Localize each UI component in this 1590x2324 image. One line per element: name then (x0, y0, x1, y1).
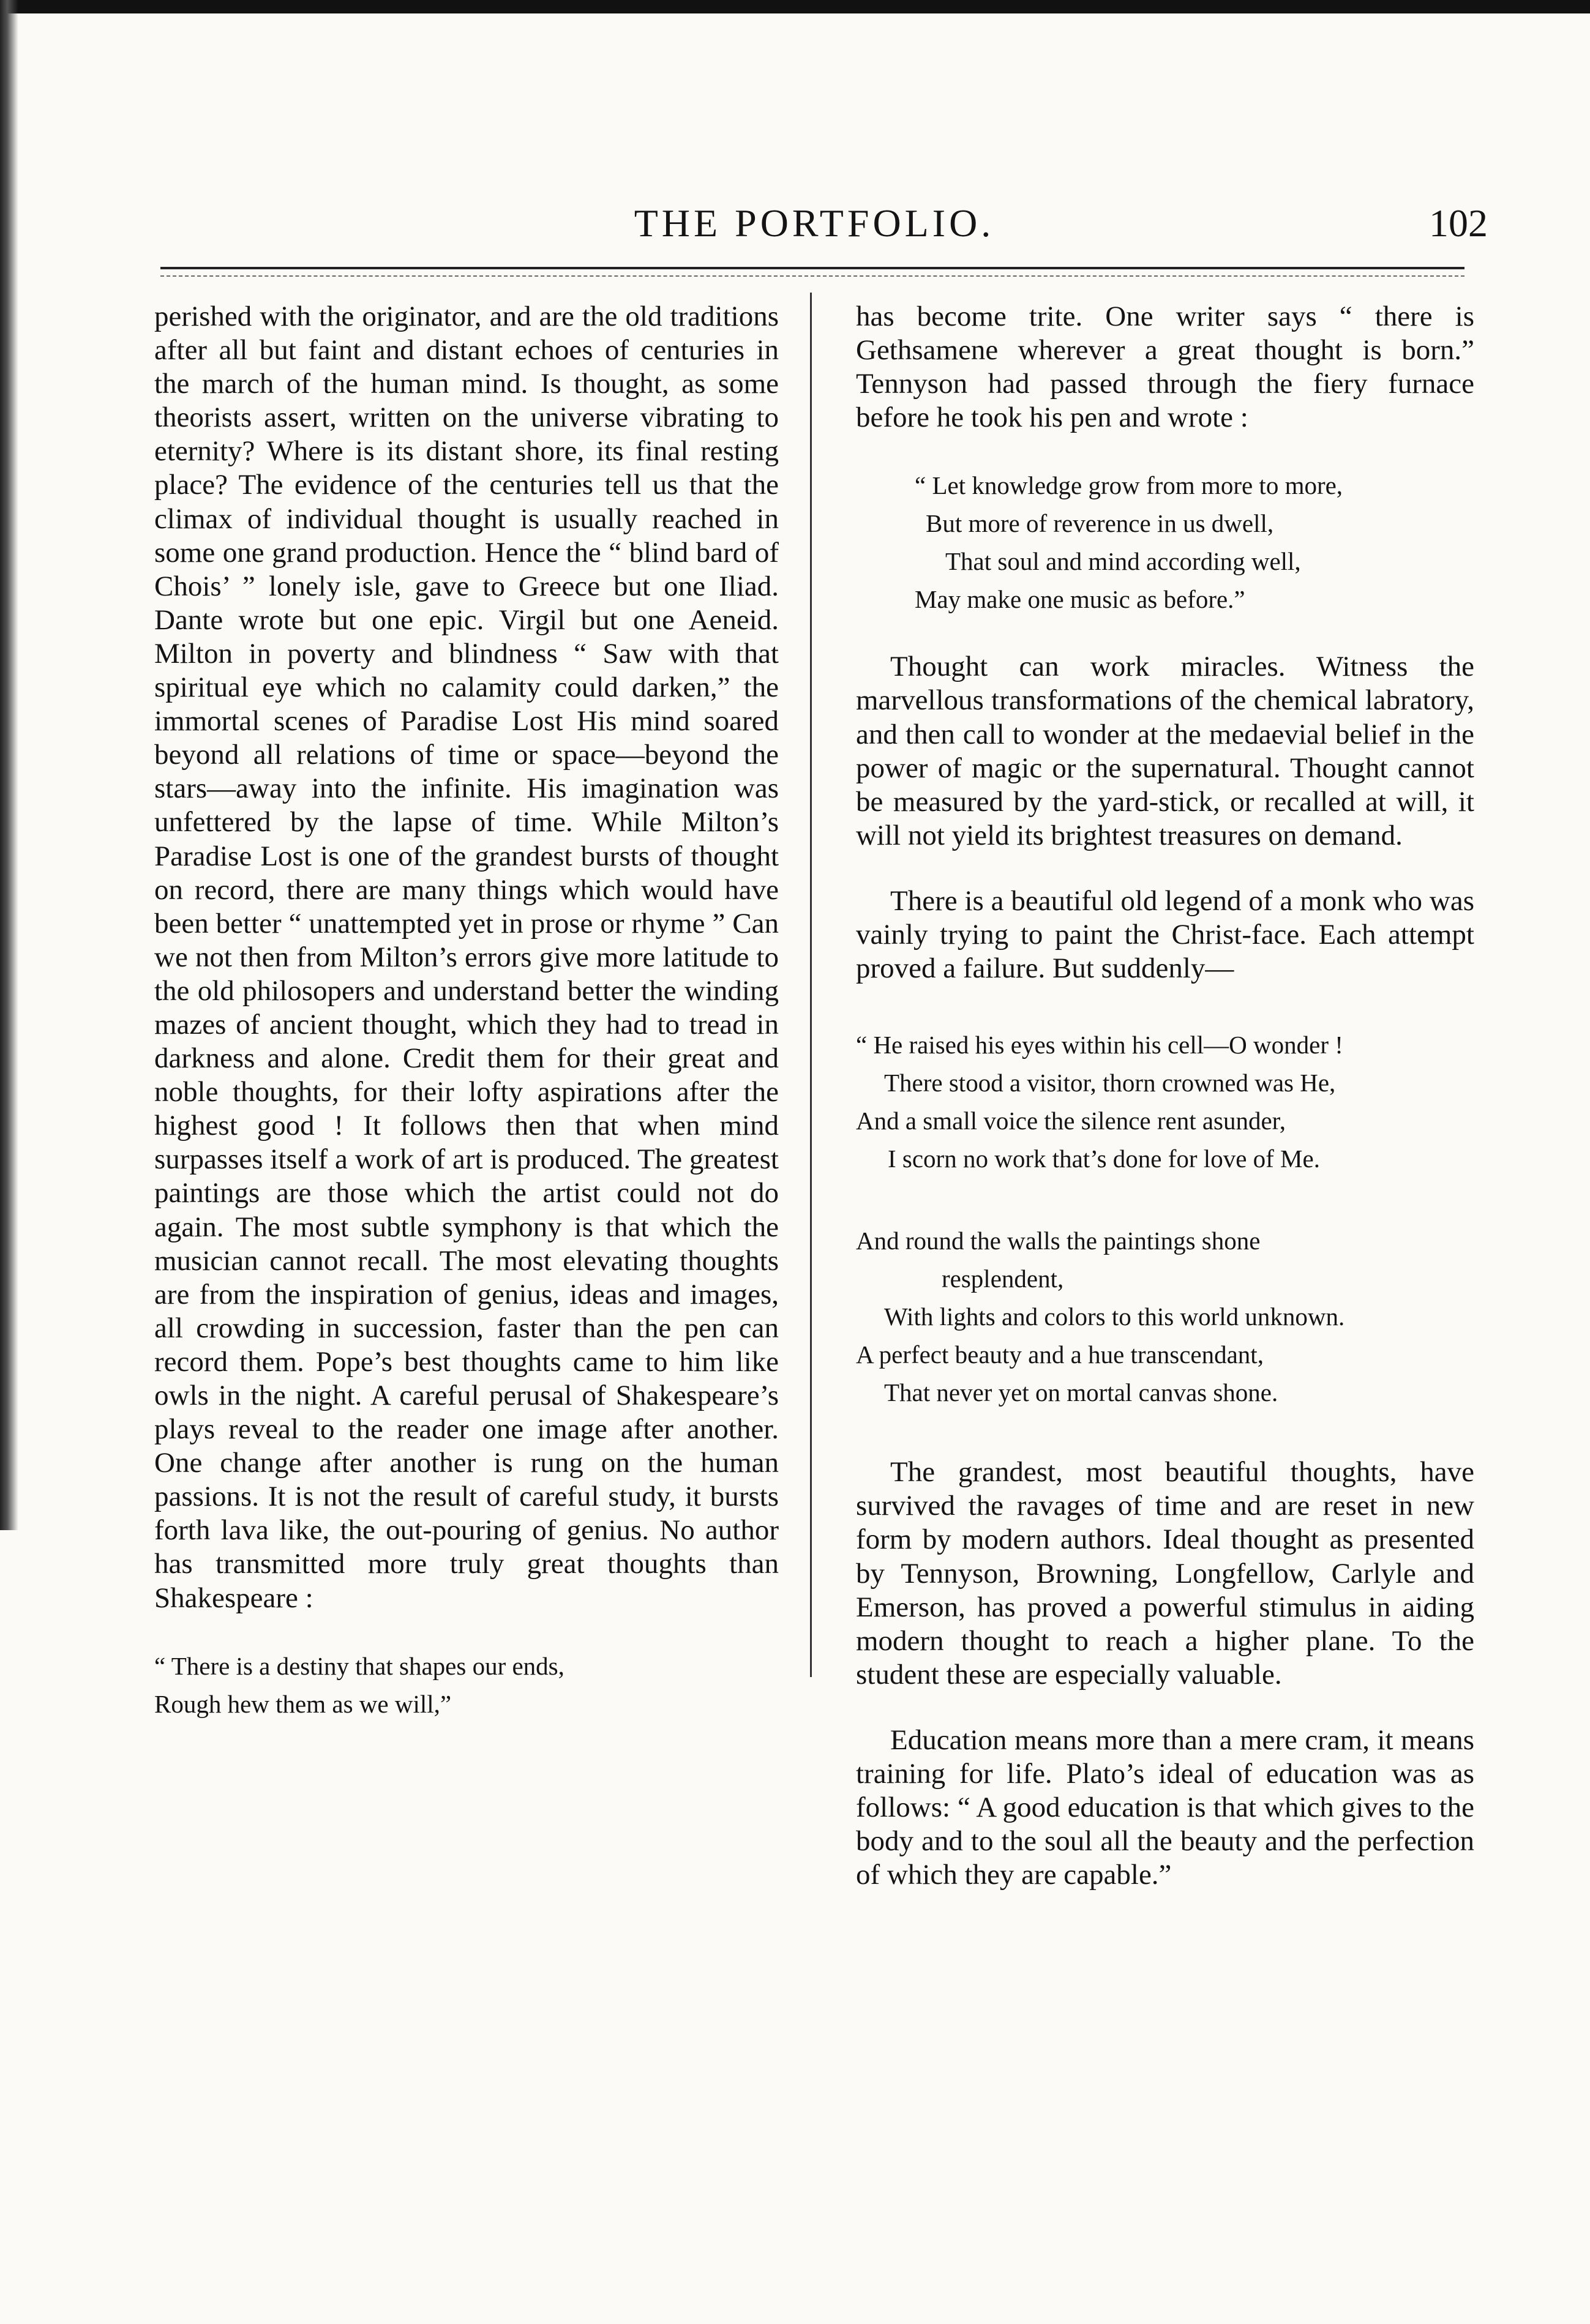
right-paragraph-2: Thought can work miracles. Witness the marvellous transformations of the chemical labratory, and then call to wonder at the medaevial belief in the power of magic or the supernatural. Thought cannot be measured by the yard-stick, or recalled at will, it will not yield its brightest treasures on demand. (856, 651, 1474, 851)
verse-line: There stood a visitor, thorn crowned was He, (884, 1069, 1336, 1097)
left-paragraph: perished with the originator, and are the old traditions after all but faint and distant echoes of centuries in the march of the human mind. Is thought, as some theorists assert, written on the universe vibrating to eternity? Where is its distant shore, its final resting place? The evidence of the centuries tell us that the climax of individual thought is usually reached in some one grand production. Hence the “ blind bard of Chois’ ” lonely isle, gave to Greece but one Iliad. Dante wrote but one epic. Virgil but one Aeneid. Milton in poverty and blindness “ Saw with that spiritual eye which no calamity could darken,” the immortal scenes of Paradise Lost His mind soared beyond all relations of time or space—beyond the stars—away into the infinite. His imagination was unfettered by the lapse of time. While Milton’s Paradise Lost is one of the grandest bursts of thought on record, there are many things which would have been better “ unattempted yet in prose or rhyme ” Can we not then from Milton’s errors give more latitude to the old philosopers and understand better the winding mazes of ancient thought, which they had to tread in darkness and alone. Credit them for their great and noble thoughts, for their lofty aspirations after the highest good ! It follows then that when mind surpasses itself a work of art is produced. The greatest paintings are those which the artist could not do again. The most subtle symphony is that which the musician cannot recall. The most elevating thoughts are from the inspiration of genius, ideas and images, all crowding in succession, faster than the pen can record them. Pope’s best thoughts came to him like owls in the night. A careful perusal of Shakespeare’s plays reveal to the reader one image after another. One change after another is rung on the human passions. It is not the result of careful study, it bursts forth lava like, the out-pouring of genius. No author has transmitted more truly great thoughts than Shakespeare : (154, 301, 779, 1614)
verse-monk-2 (856, 1222, 1474, 1411)
right-paragraph-5: Education means more than a mere cram, it means training for life. Plato’s ideal of education was as follows: “ A good education is that which gives to the body and to the soul all the beauty and the perfection of which they are capable.” (856, 1724, 1474, 1891)
right-paragraph-1: has become trite. One writer says “ there is Gethsamene wherever a great thought is born.” Tennyson had passed through the fiery furnace before he took his pen and wrote : (856, 301, 1474, 434)
page-binding-edge (0, 0, 18, 1530)
verse-line: And round the walls the paintings shone (856, 1227, 1261, 1255)
verse-tennyson (856, 466, 1474, 618)
verse-line: A perfect beauty and a hue transcendant, (856, 1340, 1264, 1369)
verse-line: With lights and colors to this world unknown. (884, 1302, 1345, 1331)
verse-line: And a small voice the silence rent asunder, (856, 1107, 1286, 1135)
verse-monk-1 (856, 1026, 1474, 1178)
verse-line: “ There is a destiny that shapes our ends, (154, 1651, 564, 1680)
verse-line: May make one music as before.” (915, 585, 1245, 614)
verse-line: Rough hew them as we will,” (154, 1689, 452, 1718)
header-rule-dashed (160, 275, 1464, 277)
verse-line: “ Let knowledge grow from more to more, (915, 471, 1343, 500)
running-head-title: THE PORTFOLIO. (634, 201, 995, 245)
verse-line: resplendent, (942, 1265, 1064, 1293)
verse-line: That never yet on mortal canvas shone. (884, 1378, 1278, 1407)
header-rule (160, 267, 1464, 269)
verse-line: “ He raised his eyes within his cell—O wonder ! (856, 1031, 1343, 1059)
verse-shakespeare (154, 1647, 779, 1723)
page-number: 102 (1429, 201, 1488, 245)
verse-line: But more of reverence in us dwell, (926, 509, 1274, 538)
left-column (154, 300, 779, 1723)
right-column (856, 300, 1474, 1892)
verse-line: That soul and mind according well, (945, 547, 1301, 576)
verse-line: I scorn no work that’s done for love of Me. (888, 1145, 1320, 1173)
right-paragraph-4: The grandest, most beautiful thoughts, have survived the ravages of time and are reset in new form by modern authors. Ideal thought as presented by Tennyson, Browning, Longfellow, Carlyle and Emerson, has proved a powerful stimulus in aiding modern thought to reach a higher plane. To the student these are especially valuable. (856, 1456, 1474, 1691)
right-paragraph-3: There is a beautiful old legend of a monk who was vainly trying to paint the Christ-face. Each attempt proved a failure. But suddenly— (856, 884, 1474, 985)
top-border-rule (0, 0, 1590, 13)
column-divider (810, 293, 812, 1677)
